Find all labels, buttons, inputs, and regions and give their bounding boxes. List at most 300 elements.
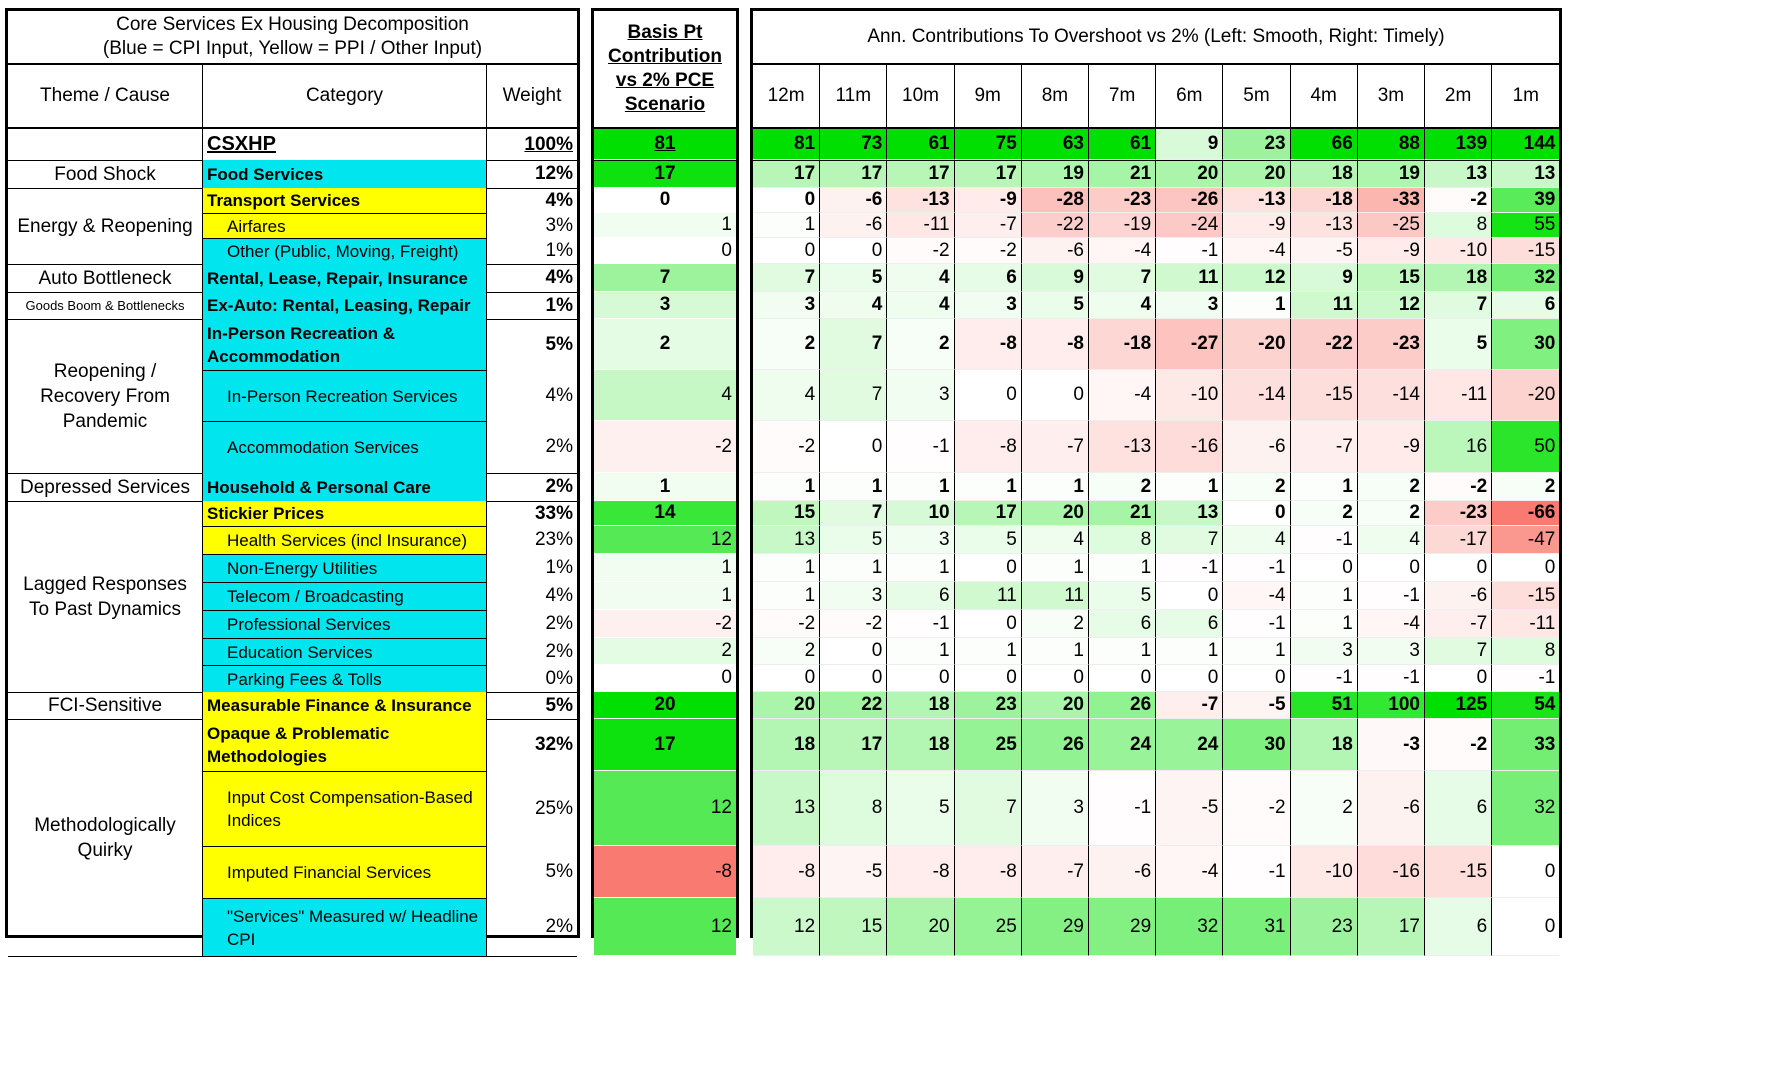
contribution-cell: 15	[1358, 264, 1425, 292]
contribution-cell: 18	[1291, 160, 1358, 188]
contribution-cell: 1	[955, 638, 1022, 665]
contribution-cell: 32	[1492, 264, 1559, 292]
contribution-cell: 1	[1022, 554, 1089, 582]
theme-cell: Depressed Services	[8, 473, 203, 501]
basis-point-cell: 1	[594, 473, 736, 501]
contribution-cell: 51	[1291, 692, 1358, 719]
contribution-cell: 2	[1291, 771, 1358, 846]
contribution-cell: -7	[1022, 846, 1089, 898]
contribution-cell: -8	[887, 846, 954, 898]
contribution-cell: -16	[1358, 846, 1425, 898]
contribution-cell: -5	[1156, 771, 1223, 846]
contribution-cell: -15	[1492, 582, 1559, 610]
contribution-cell: 31	[1223, 898, 1290, 956]
contribution-cell: -11	[1492, 610, 1559, 638]
contribution-cell: 11	[1022, 582, 1089, 610]
contribution-cell: 12	[1223, 264, 1290, 292]
contribution-cell: 2	[1223, 473, 1290, 501]
contribution-cell: 1	[753, 582, 820, 610]
contribution-cell: 1	[1291, 610, 1358, 638]
contribution-cell: -17	[1425, 526, 1492, 554]
contribution-cell: 21	[1089, 501, 1156, 526]
category-cell: Measurable Finance & Insurance	[203, 692, 487, 719]
theme-cell: Methodologically Quirky	[8, 719, 203, 956]
contribution-cell: 19	[1358, 160, 1425, 188]
horizon-header-11m: 11m	[820, 65, 887, 129]
contribution-cell: 11	[1291, 292, 1358, 319]
contribution-cell: -4	[1089, 238, 1156, 264]
horizon-header-8m: 8m	[1022, 65, 1089, 129]
contribution-cell: -9	[1358, 421, 1425, 473]
contribution-cell: 0	[820, 638, 887, 665]
contribution-cell: -13	[887, 188, 954, 213]
contribution-cell: -10	[1291, 846, 1358, 898]
theme-column-header: Theme / Cause	[8, 65, 203, 129]
weight-cell: 3%	[545, 214, 573, 236]
contribution-cell: 4	[887, 264, 954, 292]
contribution-cell: 66	[1291, 129, 1358, 160]
contribution-cell: 18	[887, 719, 954, 771]
contribution-cell: 8	[1089, 526, 1156, 554]
contribution-cell: 22	[820, 692, 887, 719]
contribution-cell: 1	[887, 473, 954, 501]
contribution-cell: 9	[1156, 129, 1223, 160]
contribution-cell: 5	[955, 526, 1022, 554]
contribution-cell: 75	[955, 129, 1022, 160]
contribution-cell: 0	[1089, 665, 1156, 692]
weight-cell: 4%	[545, 585, 573, 606]
contribution-cell: 7	[753, 264, 820, 292]
weight-cell: 33%	[534, 502, 573, 524]
contribution-cell: 20	[1223, 160, 1290, 188]
contribution-cell: -7	[1425, 610, 1492, 638]
contribution-cell: 29	[1022, 898, 1089, 956]
basis-point-cell: 20	[594, 692, 736, 719]
contribution-cell: 0	[1358, 554, 1425, 582]
contribution-cell: -9	[1358, 238, 1425, 264]
contribution-cell: 2	[1291, 501, 1358, 526]
contribution-cell: 61	[1089, 129, 1156, 160]
basis-point-cell: -2	[594, 610, 736, 638]
contribution-cell: 73	[820, 129, 887, 160]
contribution-cell: -1	[1358, 582, 1425, 610]
contribution-cell: 20	[1022, 501, 1089, 526]
contribution-cell: 11	[955, 582, 1022, 610]
contribution-cell: 4	[887, 292, 954, 319]
contribution-cell: 3	[955, 292, 1022, 319]
contribution-cell: -15	[1291, 370, 1358, 421]
contribution-cell: -1	[1089, 771, 1156, 846]
contribution-cell: 81	[753, 129, 820, 160]
contribution-cell: -16	[1156, 421, 1223, 473]
contribution-cell: 0	[955, 554, 1022, 582]
contribution-cell: -15	[1492, 238, 1559, 264]
contribution-cell: -6	[1089, 846, 1156, 898]
contribution-cell: -8	[1022, 319, 1089, 370]
contribution-cell: 13	[1425, 160, 1492, 188]
contribution-cell: -8	[753, 846, 820, 898]
contribution-cell: 5	[1089, 582, 1156, 610]
category-cell: CSXHP	[203, 129, 487, 160]
contribution-cell: -4	[1156, 846, 1223, 898]
category-cell: Opaque & Problematic Methodologies	[203, 719, 487, 771]
contribution-cell: -24	[1156, 213, 1223, 238]
contribution-cell: -5	[820, 846, 887, 898]
contribution-cell: 54	[1492, 692, 1559, 719]
contribution-cell: 4	[1358, 526, 1425, 554]
contribution-cell: 20	[753, 692, 820, 719]
contribution-cell: 0	[1425, 665, 1492, 692]
contribution-cell: -10	[1156, 370, 1223, 421]
contribution-cell: -5	[1291, 238, 1358, 264]
basis-point-cell: 81	[594, 129, 736, 160]
theme-cell: Lagged Responses To Past Dynamics	[8, 501, 203, 692]
contribution-cell: 1	[1022, 638, 1089, 665]
contribution-cell: -14	[1358, 370, 1425, 421]
contribution-cell: 0	[955, 610, 1022, 638]
contribution-cell: 0	[820, 238, 887, 264]
contribution-cell: 139	[1425, 129, 1492, 160]
contribution-cell: 5	[820, 526, 887, 554]
contribution-cell: 1	[753, 473, 820, 501]
theme-cell: Auto Bottleneck	[8, 264, 203, 292]
basis-point-cell: 1	[594, 582, 736, 610]
category-cell: Household & Personal Care	[203, 473, 487, 501]
contribution-cell: -4	[1223, 238, 1290, 264]
contribution-cell: -27	[1156, 319, 1223, 370]
contribution-cell: 2	[1492, 473, 1559, 501]
contribution-cell: 1	[1089, 554, 1156, 582]
contribution-cell: 13	[1156, 501, 1223, 526]
weight-cell: 12%	[534, 163, 573, 184]
horizon-header-6m: 6m	[1156, 65, 1223, 129]
contribution-cell: 7	[1089, 264, 1156, 292]
contribution-cell: -15	[1425, 846, 1492, 898]
category-cell: Food Services	[203, 160, 487, 188]
contribution-cell: 1	[1291, 473, 1358, 501]
contribution-cell: -8	[955, 421, 1022, 473]
contribution-cell: 0	[887, 665, 954, 692]
contribution-cell: 125	[1425, 692, 1492, 719]
contribution-cell: -10	[1425, 238, 1492, 264]
contribution-cell: 23	[1291, 898, 1358, 956]
contribution-cell: 5	[820, 264, 887, 292]
basis-point-panel	[591, 8, 739, 938]
contribution-cell: 6	[1425, 898, 1492, 956]
contribution-cell: 1	[887, 638, 954, 665]
category-cell: Airfares	[203, 213, 487, 238]
contribution-cell: 1	[820, 554, 887, 582]
contribution-cell: -1	[1492, 665, 1559, 692]
contribution-cell: -9	[1223, 213, 1290, 238]
basis-point-cell: 17	[594, 160, 736, 188]
horizon-header-12m: 12m	[753, 65, 820, 129]
contribution-cell: 17	[820, 160, 887, 188]
contributions-panel	[750, 8, 1562, 938]
title-line-2: (Blue = CPI Input, Yellow = PPI / Other Input)	[102, 38, 483, 59]
contribution-cell: -1	[1223, 610, 1290, 638]
category-cell: Imputed Financial Services	[203, 846, 487, 898]
contribution-cell: -22	[1291, 319, 1358, 370]
category-cell: Education Services	[203, 638, 487, 665]
weight-cell: 100%	[524, 133, 573, 155]
contribution-cell: -1	[1291, 526, 1358, 554]
basis-point-cell: 4	[594, 370, 736, 421]
contribution-cell: 2	[1089, 473, 1156, 501]
basis-point-cell: 17	[594, 719, 736, 771]
contribution-cell: 18	[753, 719, 820, 771]
contribution-cell: -2	[1425, 473, 1492, 501]
contribution-cell: 1	[1022, 473, 1089, 501]
category-cell: Transport Services	[203, 188, 487, 213]
contribution-cell: -1	[1223, 554, 1290, 582]
contribution-cell: 144	[1492, 129, 1559, 160]
contribution-cell: 18	[1425, 264, 1492, 292]
horizon-header-10m: 10m	[887, 65, 954, 129]
contribution-cell: -33	[1358, 188, 1425, 213]
contribution-cell: 17	[887, 160, 954, 188]
row-divider	[594, 160, 736, 161]
category-cell: Non-Energy Utilities	[203, 554, 487, 582]
contribution-cell: 17	[955, 501, 1022, 526]
contribution-cell: -6	[820, 188, 887, 213]
contribution-cell: 3	[753, 292, 820, 319]
contribution-cell: 4	[820, 292, 887, 319]
contribution-cell: 26	[1022, 719, 1089, 771]
theme-cell: Reopening / Recovery From Pandemic	[8, 319, 203, 473]
contribution-cell: 1	[820, 473, 887, 501]
contribution-cell: 1	[887, 554, 954, 582]
contribution-cell: 1	[1156, 638, 1223, 665]
contribution-cell: 6	[1156, 610, 1223, 638]
contribution-cell: 13	[753, 771, 820, 846]
category-cell: Stickier Prices	[203, 501, 487, 526]
contribution-cell: 0	[1156, 665, 1223, 692]
theme-cell: Goods Boom & Bottlenecks	[8, 292, 203, 319]
weight-cell: 1%	[545, 294, 573, 316]
basis-point-cell: 1	[594, 554, 736, 582]
horizon-header-4m: 4m	[1291, 65, 1358, 129]
contribution-cell: -66	[1492, 501, 1559, 526]
contribution-cell: 55	[1492, 213, 1559, 238]
contribution-cell: 26	[1089, 692, 1156, 719]
contribution-cell: 7	[955, 771, 1022, 846]
contribution-cell: 12	[1358, 292, 1425, 319]
contribution-cell: 13	[1492, 160, 1559, 188]
contribution-cell: 17	[1358, 898, 1425, 956]
contribution-cell: -23	[1425, 501, 1492, 526]
contribution-cell: -7	[955, 213, 1022, 238]
contribution-cell: 11	[1156, 264, 1223, 292]
contribution-cell: 0	[1223, 501, 1290, 526]
title-line-1: Core Services Ex Housing Decomposition	[116, 14, 469, 35]
contribution-cell: 25	[955, 898, 1022, 956]
contribution-cell: 4	[1022, 526, 1089, 554]
basis-point-cell: 0	[594, 665, 736, 692]
contribution-cell: 25	[955, 719, 1022, 771]
contribution-cell: -2	[1223, 771, 1290, 846]
group-divider	[8, 956, 577, 957]
contribution-cell: 0	[1492, 898, 1559, 956]
contribution-cell: 17	[753, 160, 820, 188]
contribution-cell: -6	[1358, 771, 1425, 846]
weight-cell: 4%	[545, 267, 573, 288]
contributions-title: Ann. Contributions To Overshoot vs 2% (Left: Smooth, Right: Timely)	[753, 11, 1559, 65]
weight-cell: 1%	[545, 557, 573, 578]
contribution-cell: 20	[1022, 692, 1089, 719]
contribution-cell: -4	[1358, 610, 1425, 638]
contribution-cell: 7	[1425, 292, 1492, 319]
basis-point-cell: -2	[594, 421, 736, 473]
contribution-cell: -13	[1089, 421, 1156, 473]
contribution-cell: 0	[1022, 665, 1089, 692]
table-title	[8, 11, 577, 65]
theme-cell: FCI-Sensitive	[8, 692, 203, 719]
category-cell: Ex-Auto: Rental, Leasing, Repair	[203, 292, 487, 319]
category-cell: "Services" Measured w/ Headline CPI	[203, 898, 487, 956]
contribution-cell: 7	[1156, 526, 1223, 554]
contribution-cell: -6	[1223, 421, 1290, 473]
weight-cell: 4%	[545, 384, 573, 406]
basis-point-cell: 2	[594, 638, 736, 665]
contribution-cell: -20	[1223, 319, 1290, 370]
contribution-cell: 24	[1156, 719, 1223, 771]
contribution-cell: -13	[1223, 188, 1290, 213]
contribution-cell: 3	[887, 526, 954, 554]
contribution-cell: -20	[1492, 370, 1559, 421]
category-cell: Accommodation Services	[203, 421, 487, 473]
contribution-cell: 12	[753, 898, 820, 956]
contribution-cell: 6	[1492, 292, 1559, 319]
contribution-cell: 21	[1089, 160, 1156, 188]
theme-cell: Energy & Reopening	[8, 188, 203, 264]
contribution-cell: -1	[887, 421, 954, 473]
contribution-cell: 1	[1156, 473, 1223, 501]
contribution-cell: -1	[887, 610, 954, 638]
contribution-cell: 0	[753, 238, 820, 264]
contribution-cell: 18	[1291, 719, 1358, 771]
horizon-header-5m: 5m	[1223, 65, 1290, 129]
contribution-cell: -6	[1022, 238, 1089, 264]
contribution-cell: 100	[1358, 692, 1425, 719]
contribution-cell: 7	[820, 319, 887, 370]
contribution-cell: 5	[887, 771, 954, 846]
contribution-cell: 0	[1492, 846, 1559, 898]
contribution-cell: -2	[1425, 188, 1492, 213]
category-cell: Telecom / Broadcasting	[203, 582, 487, 610]
contribution-cell: 3	[887, 370, 954, 421]
basis-point-cell: 12	[594, 771, 736, 846]
contribution-cell: -14	[1223, 370, 1290, 421]
contribution-cell: 30	[1223, 719, 1290, 771]
weight-cell: 2%	[545, 476, 573, 497]
contribution-cell: 32	[1156, 898, 1223, 956]
horizon-header-7m: 7m	[1089, 65, 1156, 129]
contribution-cell: -47	[1492, 526, 1559, 554]
contribution-cell: 15	[753, 501, 820, 526]
contribution-cell: 20	[1156, 160, 1223, 188]
contribution-cell: 3	[1358, 638, 1425, 665]
contribution-cell: 0	[1156, 582, 1223, 610]
contribution-cell: 17	[955, 160, 1022, 188]
contribution-cell: 4	[753, 370, 820, 421]
contribution-cell: -28	[1022, 188, 1089, 213]
basis-point-cell: 14	[594, 501, 736, 526]
contribution-cell: -11	[1425, 370, 1492, 421]
contribution-cell: 7	[1425, 638, 1492, 665]
category-cell: Health Services (incl Insurance)	[203, 526, 487, 554]
contribution-cell: -4	[1223, 582, 1290, 610]
basis-point-cell: 0	[594, 238, 736, 264]
contribution-cell: -4	[1089, 370, 1156, 421]
contribution-cell: 9	[1291, 264, 1358, 292]
horizon-header-9m: 9m	[955, 65, 1022, 129]
contribution-cell: 23	[955, 692, 1022, 719]
weight-cell: 2%	[545, 613, 573, 634]
contribution-cell: 10	[887, 501, 954, 526]
contribution-cell: 0	[1492, 554, 1559, 582]
contribution-cell: -7	[1022, 421, 1089, 473]
contribution-cell: 0	[1291, 554, 1358, 582]
contribution-cell: -1	[1291, 665, 1358, 692]
contribution-cell: -2	[753, 421, 820, 473]
basis-point-cell: 3	[594, 292, 736, 319]
contribution-cell: 5	[1022, 292, 1089, 319]
contribution-cell: 1	[1291, 582, 1358, 610]
decomposition-panel	[5, 8, 580, 949]
contribution-cell: 1	[1223, 292, 1290, 319]
contribution-cell: -23	[1358, 319, 1425, 370]
contribution-cell: -2	[955, 238, 1022, 264]
basis-point-cell: 1	[594, 213, 736, 238]
contribution-cell: 1	[955, 473, 1022, 501]
weight-cell: 0%	[545, 667, 573, 689]
contribution-cell: 6	[955, 264, 1022, 292]
contribution-cell: 23	[1223, 129, 1290, 160]
contribution-cell: 2	[887, 319, 954, 370]
contribution-cell: 6	[1089, 610, 1156, 638]
contribution-cell: 8	[820, 771, 887, 846]
contribution-cell: 17	[820, 719, 887, 771]
contribution-cell: 6	[1425, 771, 1492, 846]
category-cell: Rental, Lease, Repair, Insurance	[203, 264, 487, 292]
contribution-cell: 0	[1022, 370, 1089, 421]
contribution-cell: 0	[753, 188, 820, 213]
category-cell: Professional Services	[203, 610, 487, 638]
contribution-cell: -2	[887, 238, 954, 264]
contribution-cell: -9	[955, 188, 1022, 213]
contribution-cell: -7	[1291, 421, 1358, 473]
basis-point-cell: 2	[594, 319, 736, 370]
weight-cell: 23%	[534, 529, 573, 550]
contribution-cell: 3	[1022, 771, 1089, 846]
contribution-cell: -18	[1089, 319, 1156, 370]
category-cell: Input Cost Compensation-Based Indices	[203, 771, 487, 846]
category-column-header: Category	[203, 65, 487, 129]
weight-cell: 2%	[545, 916, 573, 937]
weight-cell: 5%	[545, 694, 573, 716]
contribution-cell: 2	[753, 319, 820, 370]
weight-cell: 32%	[534, 734, 573, 755]
contribution-cell: 0	[1425, 554, 1492, 582]
contribution-cell: 61	[887, 129, 954, 160]
contribution-cell: 18	[887, 692, 954, 719]
contribution-cell: 1	[1089, 638, 1156, 665]
contribution-cell: 2	[1358, 501, 1425, 526]
contribution-cell: -11	[887, 213, 954, 238]
weight-cell: 4%	[545, 189, 573, 211]
category-cell: Other (Public, Moving, Freight)	[203, 238, 487, 264]
